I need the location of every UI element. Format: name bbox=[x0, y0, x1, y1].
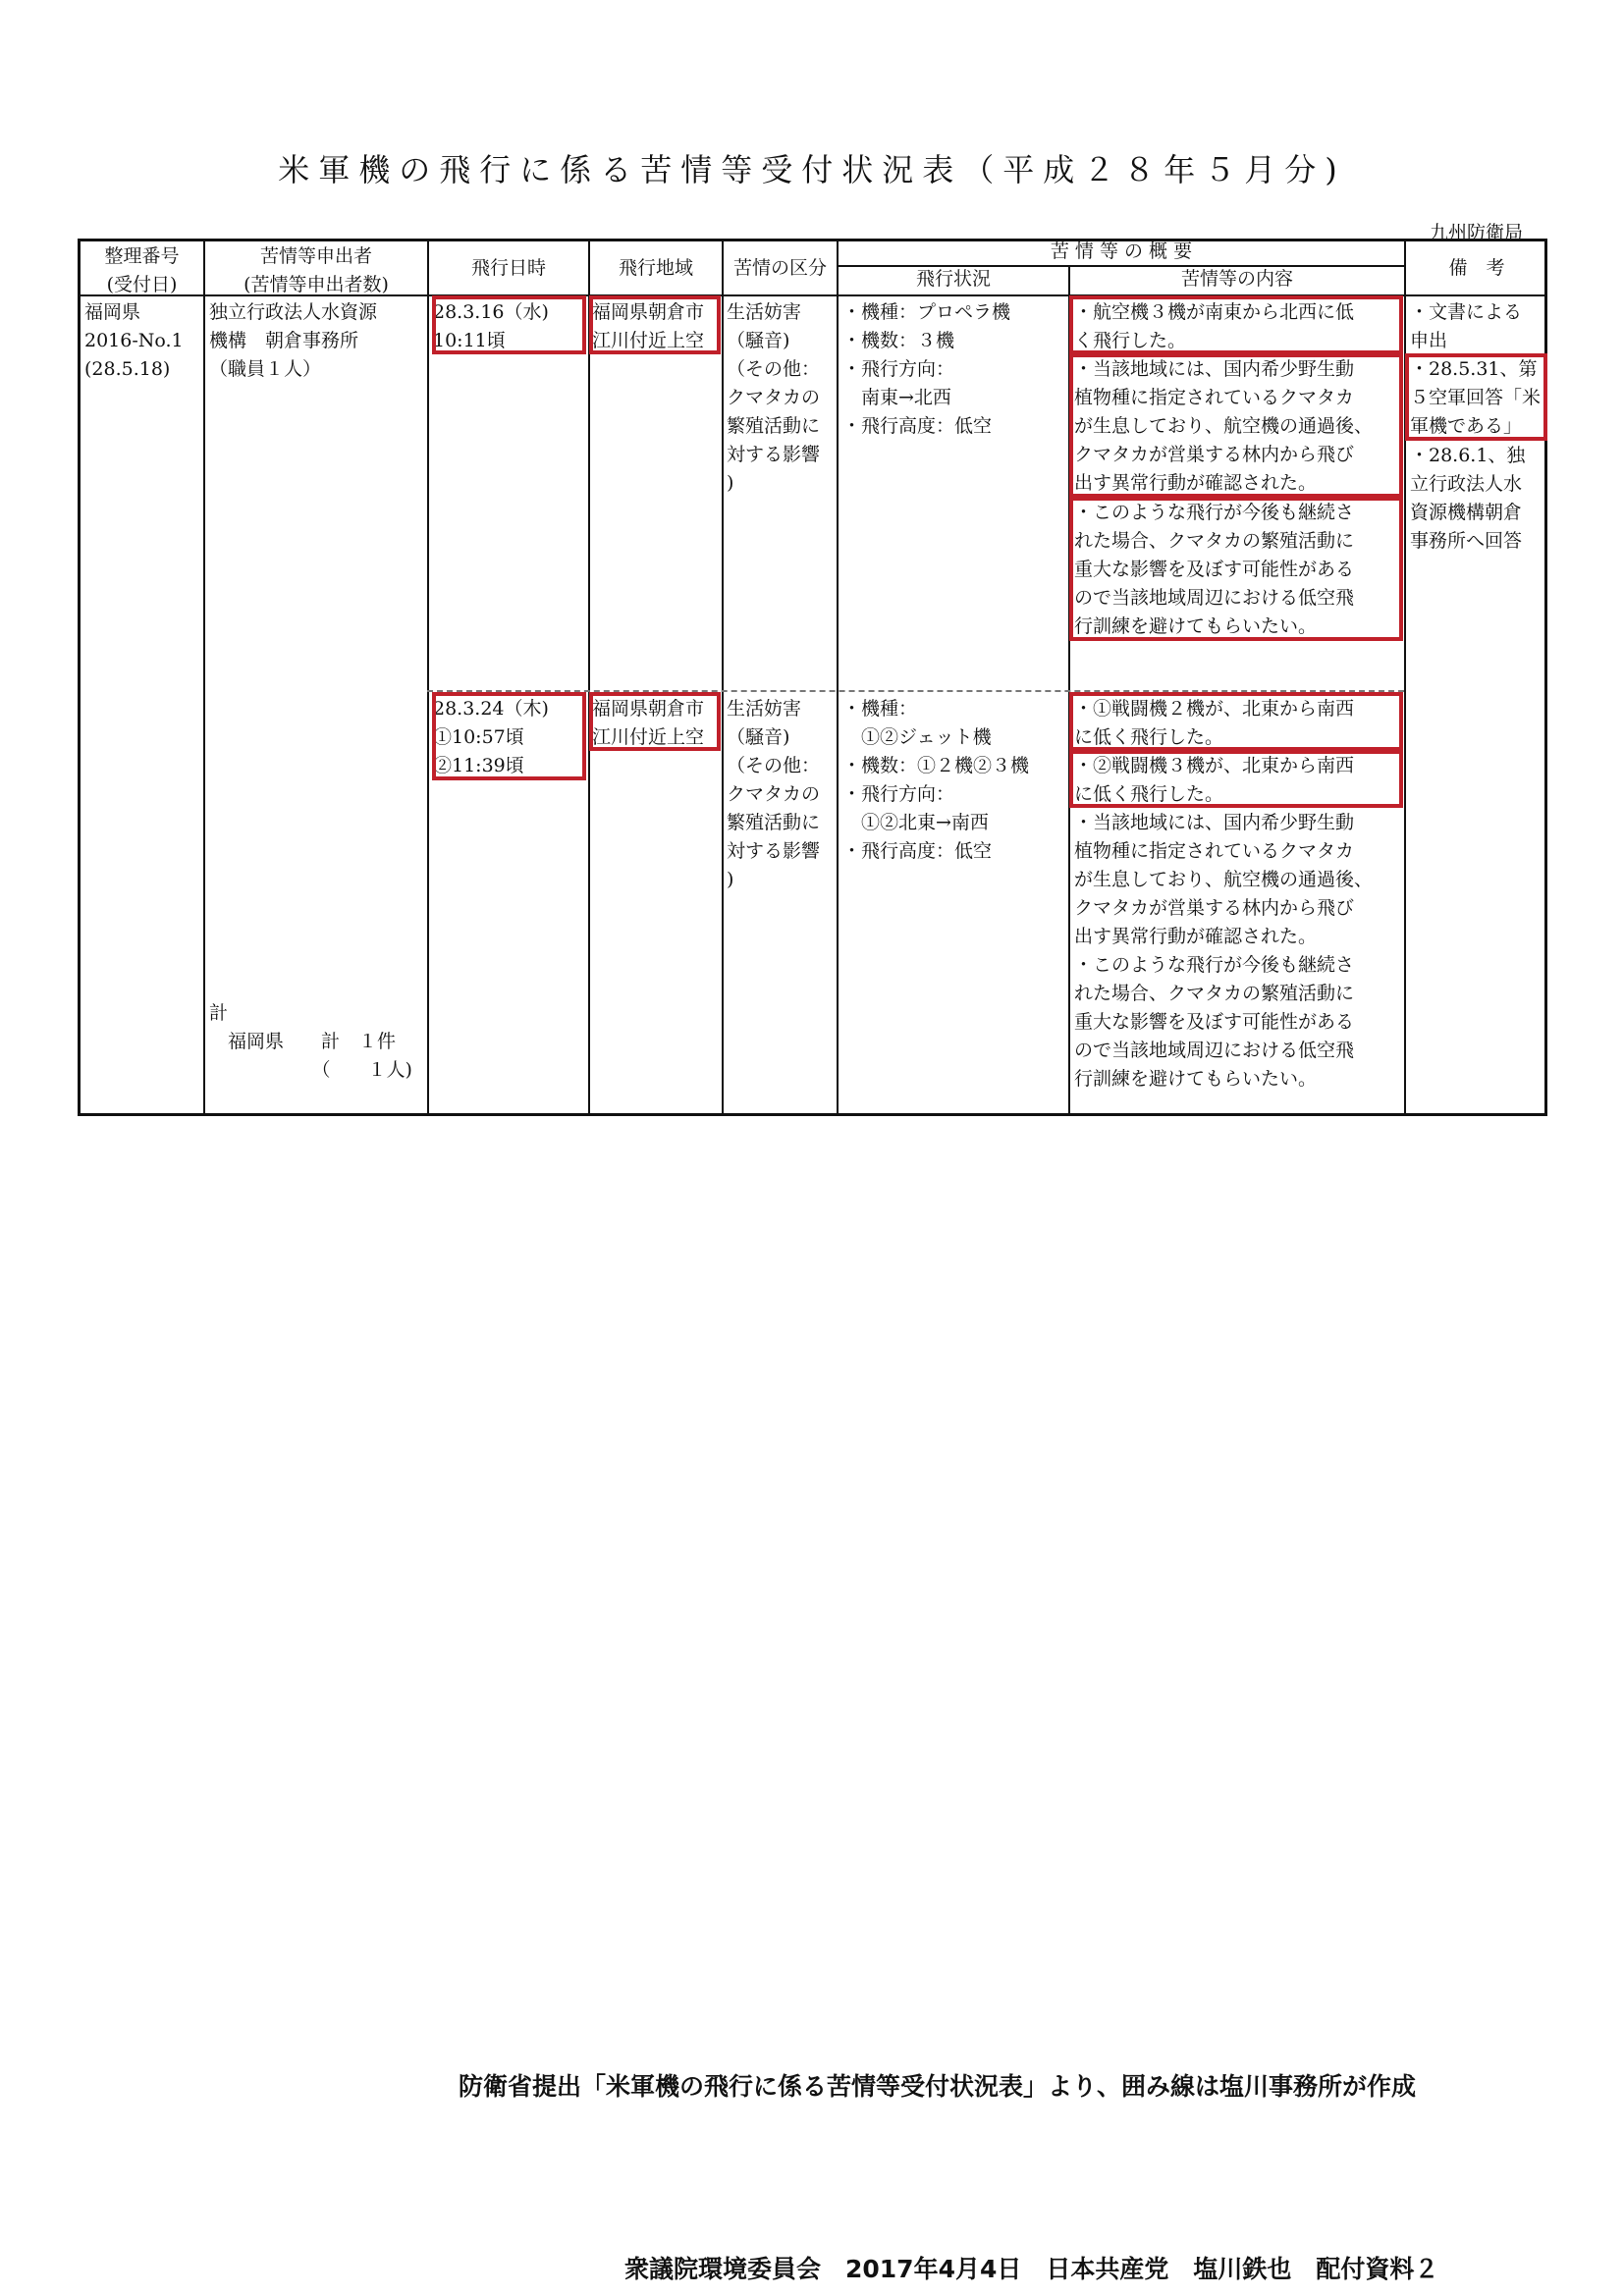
entry2-content-2: ・②戦闘機３機が、北東から南西 に低く飛行した。 bbox=[1074, 755, 1355, 805]
record-total: 計 福岡県 計 １件 （ １人) bbox=[209, 1002, 412, 1081]
entry1-flight-status: ・機種：プロペラ機 ・機数：３機 ・飛行方向： 南東→北西 ・飛行高度：低空 bbox=[842, 301, 1011, 437]
entry1-category: 生活妨害 （騒音) （その他： クマタカの 繁殖活動に 対する影響 ) bbox=[727, 301, 821, 494]
header-remarks: 備 考 bbox=[1448, 257, 1505, 279]
footer-note: 衆議院環境委員会 2017年4月4日 日本共産党 塩川鉄也 配付資料２ bbox=[624, 2255, 1439, 2283]
highlight-box-entry2-area bbox=[589, 692, 721, 751]
highlight-box-entry1-content-1 bbox=[1069, 295, 1403, 354]
highlight-box-entry1-area bbox=[589, 295, 721, 354]
highlight-box-entry2-content-1 bbox=[1069, 692, 1403, 751]
highlight-box-entry1-content-2 bbox=[1069, 353, 1403, 498]
header-flight-status: 飛行状況 bbox=[915, 268, 991, 290]
header-flight-datetime: 飛行日時 bbox=[470, 257, 546, 279]
entry1-content-2: ・当該地域には、国内希少野生動 植物種に指定されているクマタカ が生息しており、航空機の通過後、 クマタカが営巣する林内から飛び 出す異常行動が確認された。 bbox=[1074, 358, 1374, 494]
entry1-content-3: ・このような飛行が今後も継続さ れた場合、クマタカの繁殖活動に 重大な影響を及ぼす可能性がある ので当該地域周辺における低空飛 行訓練を避けてもらいたい。 bbox=[1074, 502, 1355, 637]
record-number: 福岡県 2016-No.1 (28.5.18) bbox=[84, 301, 184, 380]
header-category: 苦情の区分 bbox=[732, 257, 827, 279]
header-summary: 苦 情 等 の 概 要 bbox=[1050, 240, 1193, 262]
entry1-remarks-1: ・文書による 申出 bbox=[1410, 301, 1523, 351]
entry2-content-rest: ・当該地域には、国内希少野生動 植物種に指定されているクマタカ が生息しており、航空機の通過後、 クマタカが営巣する林内から飛び 出す異常行動が確認された。 ・このような飛行が今後も継続さ れた場合、クマタカの繁殖活動に 重大な影響を及ぼす可能性がある ので当該地域周辺における低空飛 行訓練を避けてもらいたい。 bbox=[1074, 812, 1374, 1090]
highlight-box-entry2-date bbox=[432, 692, 586, 780]
entry2-category: 生活妨害 （騒音) （その他： クマタカの 繁殖活動に 対する影響 ) bbox=[727, 698, 821, 890]
entry1-remarks-3: ・28.6.1、独 立行政法人水 資源機構朝倉 事務所へ回答 bbox=[1410, 445, 1526, 552]
document-title: 米軍機の飛行に係る苦情等受付状況表（平成２８年５月分) bbox=[278, 151, 1346, 188]
highlight-box-entry1-remarks-2 bbox=[1405, 353, 1547, 441]
agency-name: 九州防衛局 bbox=[1429, 222, 1523, 243]
header-number: 整理番号 (受付日) bbox=[104, 245, 180, 295]
entry2-date: 28.3.24（木) ①10:57頃 ②11:39頃 bbox=[433, 698, 549, 776]
entry1-date: 28.3.16（水) 10:11頃 bbox=[433, 301, 549, 351]
header-complaint-content: 苦情等の内容 bbox=[1180, 268, 1293, 290]
entry2-content-1: ・①戦闘機２機が、北東から南西 に低く飛行した。 bbox=[1074, 698, 1355, 748]
entry1-remarks-2: ・28.5.31、第 ５空軍回答「米 軍機である」 bbox=[1410, 358, 1542, 437]
highlight-box-entry1-content-3 bbox=[1069, 497, 1403, 641]
highlight-box-entry1-date bbox=[432, 295, 586, 354]
source-note: 防衛省提出「米軍機の飛行に係る苦情等受付状況表」より、囲み線は塩川事務所が作成 bbox=[459, 2072, 1417, 2101]
header-complainant: 苦情等申出者 (苦情等申出者数) bbox=[244, 245, 389, 295]
entry1-content-1: ・航空機３機が南東から北西に低 く飛行した。 bbox=[1074, 301, 1355, 351]
highlight-box-entry2-content-2 bbox=[1069, 750, 1403, 808]
entry2-flight-status: ・機種： ①②ジェット機 ・機数：①２機②３機 ・飛行方向： ①②北東→南西 ・飛行高度：低空 bbox=[842, 698, 1030, 862]
header-flight-area: 飛行地域 bbox=[618, 257, 693, 279]
entry2-area: 福岡県朝倉市 江川付近上空 bbox=[592, 698, 705, 748]
complaint-table bbox=[78, 239, 1547, 1116]
entry1-area: 福岡県朝倉市 江川付近上空 bbox=[592, 301, 705, 351]
record-complainant: 独立行政法人水資源 機構 朝倉事務所 （職員１人） bbox=[209, 301, 378, 380]
